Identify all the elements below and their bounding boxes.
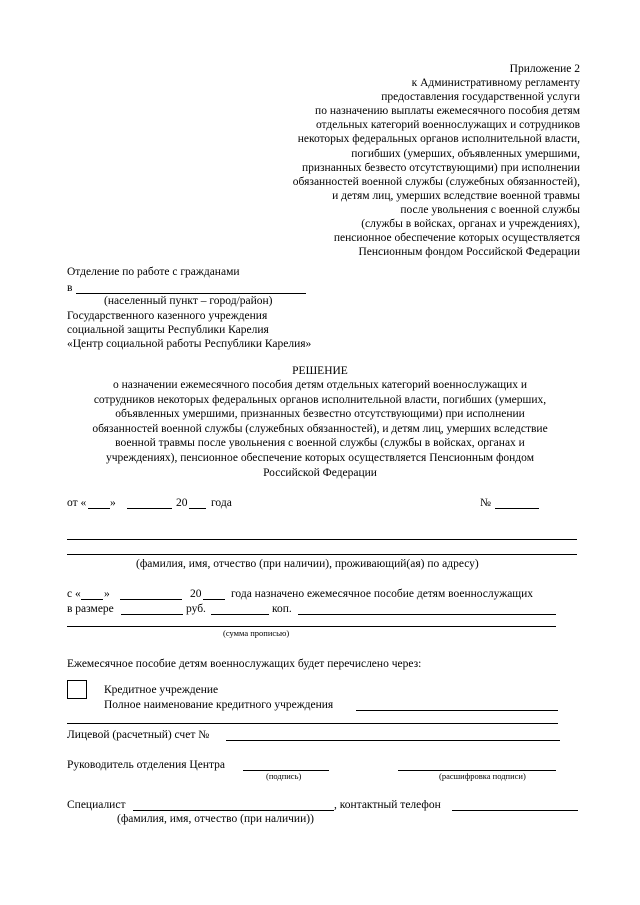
amount-kop-field[interactable] xyxy=(211,614,269,615)
appendix-line: признанных безвесто отсутствующими) при исполнении xyxy=(301,161,580,174)
number-field[interactable] xyxy=(495,508,539,509)
decision-body-line: о назначении ежемесячного пособия детям отдельных категорий военнослужащих и xyxy=(112,379,528,391)
appendix-block xyxy=(160,62,580,259)
assign-day-field[interactable] xyxy=(81,599,103,600)
appendix-line: Пенсионным фондом Российской Федерации xyxy=(358,246,580,259)
recipient-line-1[interactable] xyxy=(67,539,577,540)
number-label: № xyxy=(480,497,491,509)
appendix-line: Приложение 2 xyxy=(509,63,580,75)
credit-institution-checkbox[interactable] xyxy=(67,680,87,699)
assign-month-field[interactable] xyxy=(120,599,182,600)
account-label: Лицевой (расчетный) счет № xyxy=(67,729,210,741)
appendix-line: обязанностей военной службы (служебных обязанностей), xyxy=(292,175,580,188)
date-year-prefix: 20 xyxy=(176,497,188,509)
transfer-text: Ежемесячное пособие детям военнослужащих будет перечислено через: xyxy=(67,658,422,670)
phone-field[interactable] xyxy=(452,810,578,811)
decision-body-line: сотрудников некоторых федеральных органов исполнительной власти, погибших (умерших, xyxy=(93,393,547,406)
office-line-5: «Центр социальной работы Республики Карелия» xyxy=(67,338,312,350)
specialist-hint: (фамилия, имя, отчество (при наличии)) xyxy=(117,813,314,825)
office-line-4: социальной защиты Республики Карелия xyxy=(67,324,269,336)
date-from-label: от « xyxy=(67,497,87,509)
assign-year-prefix: 20 xyxy=(190,588,202,600)
credit-institution-label: Кредитное учреждение xyxy=(104,684,219,696)
office-line-3: Государственного казенного учреждения xyxy=(67,310,268,322)
appendix-line: по назначению выплаты ежемесячного пособия детям xyxy=(315,105,580,118)
date-year-field[interactable] xyxy=(189,508,206,509)
amount-rub-field[interactable] xyxy=(121,614,183,615)
assign-from-label: с « xyxy=(67,588,81,600)
rub-label: руб. xyxy=(186,603,206,615)
decode-hint: (расшифровка подписи) xyxy=(439,771,526,781)
decision-body-line: учреждениях), пенсионное обеспечение которых осуществляется Пенсионным фондом xyxy=(106,451,534,464)
assign-text: года назначено ежемесячное пособие детям военнослужащих xyxy=(231,588,534,600)
appendix-line: пенсионное обеспечение которых осуществляется xyxy=(333,232,580,245)
date-day-field[interactable] xyxy=(88,508,110,509)
assign-year-field[interactable] xyxy=(203,599,225,600)
decision-body-line: военной травмы после увольнения с военной службы (службы в войсках, органах и xyxy=(115,437,525,450)
date-quote-close: » xyxy=(110,497,116,509)
settlement-hint: (населенный пункт – город/район) xyxy=(104,295,273,307)
specialist-name-field[interactable] xyxy=(133,810,334,811)
amount-words-field-2[interactable] xyxy=(67,626,556,627)
credit-full-name-field-2[interactable] xyxy=(67,723,558,724)
appendix-line: и детям лиц, умерших вследствие военной травмы xyxy=(332,189,580,202)
appendix-line: предоставления государственной услуги xyxy=(381,91,580,104)
recipient-hint: (фамилия, имя, отчество (при наличии), проживающий(ая) по адресу) xyxy=(136,558,479,570)
decision-body xyxy=(40,378,600,480)
office-line-2: в xyxy=(67,282,73,294)
head-label: Руководитель отделения Центра xyxy=(67,759,225,771)
decision-body-line: объявленных умершими, признанных безвестно отсутствующими) при исполнении xyxy=(115,408,525,421)
appendix-line: после увольнения с военной службы xyxy=(400,203,580,216)
appendix-line: отдельных категорий военнослужащих и сотрудников xyxy=(315,119,580,132)
recipient-line-2[interactable] xyxy=(67,554,577,555)
appendix-line: (службы в войсках, органах и учреждениях), xyxy=(361,218,580,231)
kop-label: коп. xyxy=(272,603,292,615)
appendix-line: погибших (умерших, объявленных умершими, xyxy=(351,147,580,160)
amount-hint: (сумма прописью) xyxy=(223,628,290,638)
decision-body-line: обязанностей военной службы (служебных обязанностей), и детям лиц, умерших вследствие xyxy=(92,422,548,435)
amount-label: в размере xyxy=(67,603,114,615)
date-month-field[interactable] xyxy=(127,508,172,509)
decision-title: РЕШЕНИЕ xyxy=(292,365,348,377)
credit-full-name-label: Полное наименование кредитного учреждения xyxy=(104,699,334,711)
phone-label: , контактный телефон xyxy=(334,799,441,811)
decision-body-line: Российской Федерации xyxy=(263,466,377,479)
appendix-line: некоторых федеральных органов исполнительной власти, xyxy=(297,133,580,146)
credit-full-name-field[interactable] xyxy=(356,710,558,711)
amount-words-field[interactable] xyxy=(298,614,556,615)
signature-hint: (подпись) xyxy=(266,771,302,781)
date-year-suffix: года xyxy=(211,497,232,509)
office-line-1: Отделение по работе с гражданами xyxy=(67,266,240,278)
specialist-label: Специалист xyxy=(67,799,126,811)
assign-quote-close: » xyxy=(104,588,110,600)
appendix-line: к Административному регламенту xyxy=(411,77,580,90)
account-number-field[interactable] xyxy=(226,740,560,741)
